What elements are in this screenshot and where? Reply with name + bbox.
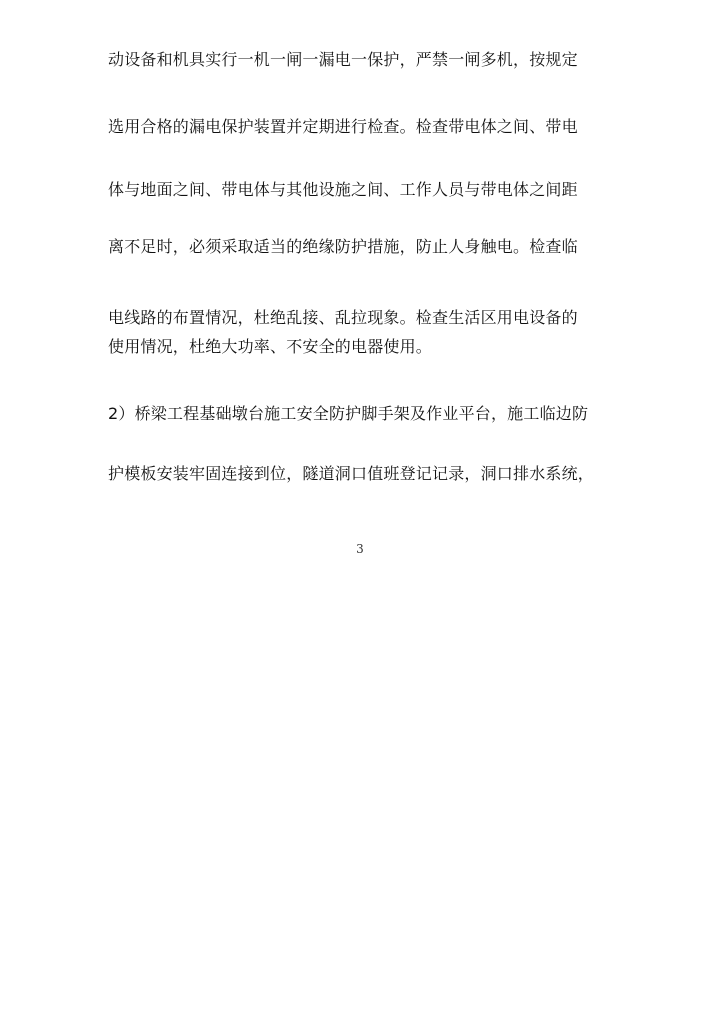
text-line: 体与地面之间、带电体与其他设施之间、工作人员与带电体之间距 (108, 180, 578, 199)
text-line: 护模板安装牢固连接到位，隧道洞口值班登记记录，洞口排水系统， (108, 464, 595, 483)
text-line: 电线路的布置情况，杜绝乱接、乱拉现象。检查生活区用电设备的 (108, 308, 578, 327)
text-line: 动设备和机具实行一机一闸一漏电一保护，严禁一闸多机，按规定 (108, 50, 578, 69)
text-line: 离不足时，必须采取适当的绝缘防护措施，防止人身触电。检查临 (108, 237, 578, 256)
page-number: 3 (356, 542, 364, 556)
text-line: 使用情况，杜绝大功率、不安全的电器使用。 (108, 337, 433, 356)
text-line: 选用合格的漏电保护装置并定期进行检查。检查带电体之间、带电 (108, 117, 578, 136)
text-line: 2）桥梁工程基础墩台施工安全防护脚手架及作业平台，施工临边防 (108, 404, 589, 423)
